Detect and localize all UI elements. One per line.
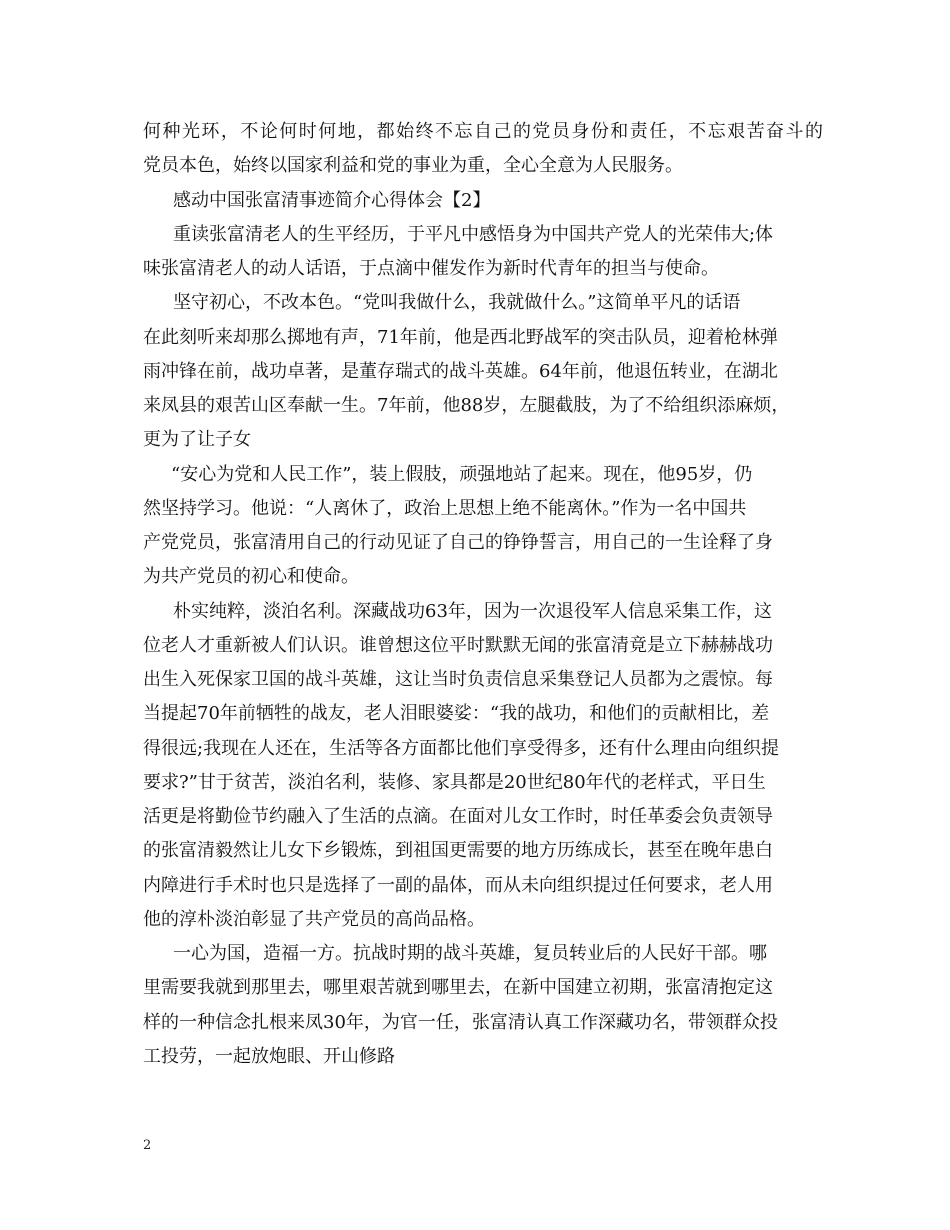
document-body <box>143 115 823 1074</box>
text-line: “安心为党和人民工作”，装上假肢，顽强地站了起来。现在，他95岁，仍 <box>171 463 753 485</box>
section-heading: 感动中国张富清事迹简介心得体会【2】 <box>173 189 491 211</box>
page-number: 2 <box>143 1138 152 1153</box>
text-line: 位老人才重新被人们认识。谁曾想这位平时默默无闻的张富清竟是立下赫赫战功 <box>143 634 773 656</box>
text-line: 要求?”甘于贫苦，淡泊名利，装修、家具都是20世纪80年代的老样式，平日生 <box>143 771 766 793</box>
text-line: 产党党员，张富清用自己的行动见证了自己的铮铮誓言，用自己的一生诠释了身 <box>143 532 773 553</box>
text-line: 工投劳，一起放炮眼、开山修路 <box>143 1045 395 1067</box>
text-line: 然坚持学习。他说：“人离休了，政治上思想上绝不能离休。”作为一名中国共 <box>143 497 747 519</box>
text-line: 来凤县的艰苦山区奉献一生。7年前，他88岁，左腿截肢，为了不给组织添麻烦， <box>143 395 790 416</box>
text-line: 味张富清老人的动人话语，于点滴中催发作为新时代青年的担当与使命。 <box>143 258 719 279</box>
text-line: 样的一种信念扎根来凤30年，为官一任，张富清认真工作深藏功名，带领群众投 <box>143 1011 778 1033</box>
text-line: 得很远;我现在人还在，生活等各方面都比他们享受得多，还有什么理由向组织提 <box>143 737 780 759</box>
text-line: 在此刻听来却那么掷地有声，71年前，他是西北野战军的突击队员，迎着枪林弹 <box>143 326 778 348</box>
text-line: 为共产党员的初心和使命。 <box>143 566 359 588</box>
text-line: 一心为国，造福一方。抗战时期的战斗英雄，复员转业后的人民好干部。哪 <box>173 943 767 964</box>
text-line: 活更是将勤俭节约融入了生活的点滴。在面对儿女工作时，时任革委会负责领导 <box>143 806 773 827</box>
text-line: 坚守初心，不改本色。“党叫我做什么，我就做什么。”这简单平凡的话语 <box>173 292 741 314</box>
text-line: 更为了让子女 <box>143 429 251 451</box>
text-line: 党员本色，始终以国家利益和党的事业为重，全心全意为人民服务。 <box>143 155 683 177</box>
text-line: 重读张富清老人的生平经历，于平凡中感悟身为中国共产党人的光荣伟大;体 <box>173 223 774 245</box>
text-line: 里需要我就到那里去，哪里艰苦就到哪里去，在新中国建立初期，张富清抱定这 <box>143 977 773 999</box>
text-line: 何种光环，不论何时何地，都始终不忘自己的党员身份和责任，不忘艰苦奋斗的 <box>143 121 823 142</box>
text-line: 当提起70年前牺牲的战友，老人泪眼婆娑：“我的战功，和他们的贡献相比，差 <box>143 703 770 725</box>
text-line: 出生入死保家卫国的战斗英雄，这让当时负责信息采集登记人员都为之震惊。每 <box>143 669 773 690</box>
text-line: 的张富清毅然让儿女下乡锻炼，到祖国更需要的地方历练成长，甚至在晚年患白 <box>143 840 773 862</box>
text-line: 朴实纯粹，淡泊名利。深藏战功63年，因为一次退役军人信息采集工作，这 <box>173 600 772 622</box>
text-line: 雨冲锋在前，战功卓著，是董存瑞式的战斗英雄。64年前，他退伍转业，在湖北 <box>143 360 778 382</box>
text-line: 内障进行手术时也只是选择了一副的晶体，而从未向组织提过任何要求，老人用 <box>143 874 773 896</box>
text-line: 他的淳朴淡泊彰显了共产党员的高尚品格。 <box>143 908 485 930</box>
